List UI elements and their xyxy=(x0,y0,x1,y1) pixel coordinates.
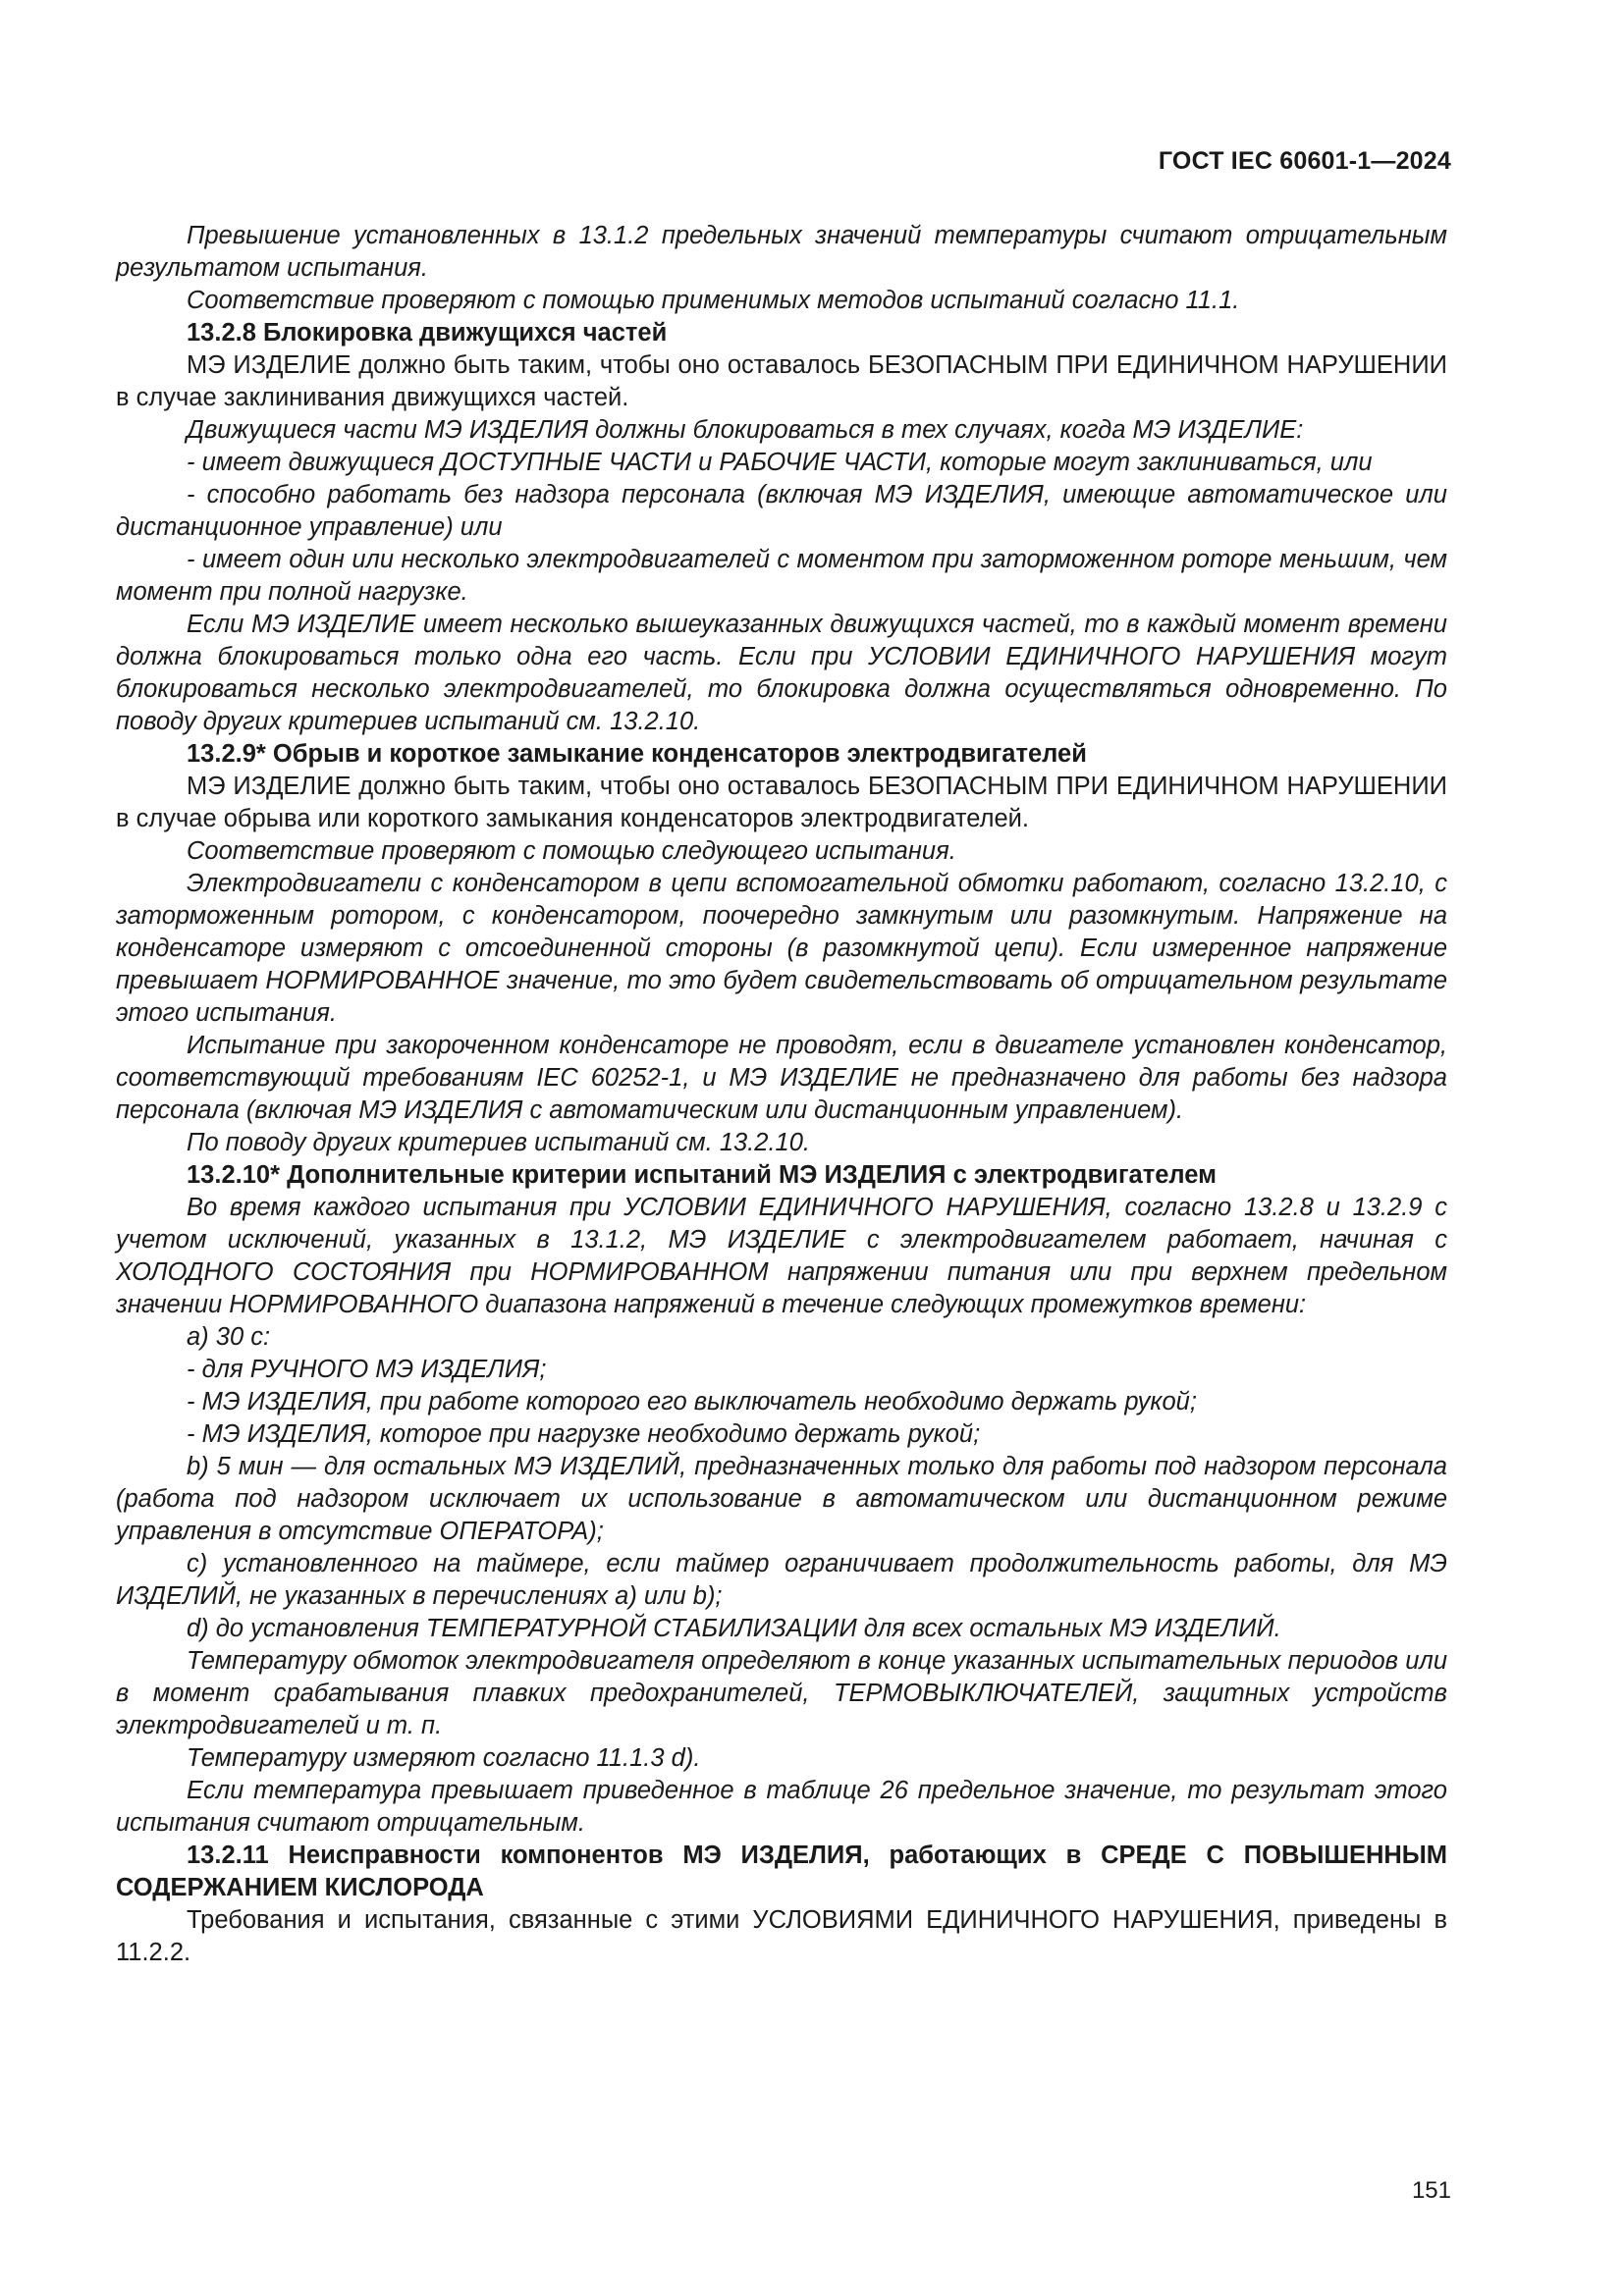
paragraph: Соответствие проверяют с помощью следующего испытания. xyxy=(187,837,956,865)
list-item: b) 5 мин — для остальных МЭ ИЗДЕЛИЙ, предназначенных только для работы под надзором персонала (работа под надзором исключает их использование в автоматическом или дистанционном режиме управления в отсутствие ОПЕРАТОРА); xyxy=(116,1453,1447,1545)
list-item: - способно работать без надзора персонала (включая МЭ ИЗДЕЛИЯ, имеющие автоматическое или дистанционное управление) или xyxy=(116,481,1447,541)
paragraph: Электродвигатели с конденсатором в цепи вспомогательной обмотки работают, согласно 13.2.10, с заторможенным ротором, с конденсатором, поочередно замкнутым или разомкнутым. Напряжение на конденсаторе измеряют с отсоединенной стороны (в разомкнутой цепи). Если измеренное напряжение превышает НОРМИРОВАННОЕ значение, то это будет свидетельствовать об отрицательном результате этого испытания. xyxy=(116,870,1447,1027)
paragraph: Если температура превышает приведенное в таблице 26 предельное значение, то результат этого испытания считают отрицательным. xyxy=(116,1777,1447,1837)
paragraph: Температуру измеряют согласно 11.1.3 d). xyxy=(187,1744,701,1772)
paragraph: МЭ ИЗДЕЛИЕ должно быть таким, чтобы оно оставалось БЕЗОПАСНЫМ ПРИ ЕДИНИЧНОМ НАРУШЕНИИ в случае заклинивания движущихся частей. xyxy=(116,351,1447,411)
document-body xyxy=(116,220,1447,1969)
paragraph: По поводу других критериев испытаний см. 13.2.10. xyxy=(187,1129,810,1156)
list-item: d) до установления ТЕМПЕРАТУРНОЙ СТАБИЛИЗАЦИИ для всех остальных МЭ ИЗДЕЛИЙ. xyxy=(187,1615,1281,1642)
document-header-id: ГОСТ IEC 60601-1—2024 xyxy=(1158,147,1451,175)
list-item: - МЭ ИЗДЕЛИЯ, которое при нагрузке необходимо держать рукой; xyxy=(187,1420,981,1448)
list-item: c) установленного на таймере, если таймер ограничивает продолжительность работы, для МЭ ИЗДЕЛИЙ, не указанных в перечислениях a) или b); xyxy=(116,1550,1447,1610)
paragraph: Превышение установленных в 13.1.2 предельных значений температуры считают отрицательным результатом испытания. xyxy=(116,222,1447,282)
paragraph: МЭ ИЗДЕЛИЕ должно быть таким, чтобы оно оставалось БЕЗОПАСНЫМ ПРИ ЕДИНИЧНОМ НАРУШЕНИИ в случае обрыва или короткого замыкания конденсаторов электродвигателей. xyxy=(116,773,1447,832)
list-item: - имеет один или несколько электродвигателей с моментом при заторможенном роторе меньшим, чем момент при полной нагрузке. xyxy=(116,546,1447,606)
section-heading-13-2-11: 13.2.11 Неисправности компонентов МЭ ИЗДЕЛИЯ, работающих в СРЕДЕ С ПОВЫШЕННЫМ СОДЕРЖАНИЕМ КИСЛОРОДА xyxy=(116,1842,1447,1901)
paragraph: Соответствие проверяют с помощью применимых методов испытаний согласно 11.1. xyxy=(187,287,1240,314)
list-item: - для РУЧНОГО МЭ ИЗДЕЛИЯ; xyxy=(187,1356,547,1383)
paragraph: Требования и испытания, связанные с этими УСЛОВИЯМИ ЕДИНИЧНОГО НАРУШЕНИЯ, приведены в 11.2.2. xyxy=(116,1906,1447,1966)
section-heading-13-2-9: 13.2.9* Обрыв и короткое замыкание конденсаторов электродвигателей xyxy=(187,740,1087,768)
list-item: a) 30 с: xyxy=(187,1323,271,1351)
section-heading-13-2-10: 13.2.10* Дополнительные критерии испытаний МЭ ИЗДЕЛИЯ с электродвигателем xyxy=(187,1161,1217,1189)
list-item: - МЭ ИЗДЕЛИЯ, при работе которого его выключатель необходимо держать рукой; xyxy=(187,1388,1197,1415)
list-item: - имеет движущиеся ДОСТУПНЫЕ ЧАСТИ и РАБОЧИЕ ЧАСТИ, которые могут заклиниваться, или xyxy=(187,449,1373,476)
paragraph: Испытание при закороченном конденсаторе не проводят, если в двигателе установлен конденсатор, соответствующий требованиям IEC 60252-1, и МЭ ИЗДЕЛИЕ не предназначено для работы без надзора персонала (включая МЭ ИЗДЕЛИЯ с автоматическим или дистанционным управлением). xyxy=(116,1032,1447,1124)
page-number: 151 xyxy=(1411,2177,1451,2204)
paragraph: Во время каждого испытания при УСЛОВИИ ЕДИНИЧНОГО НАРУШЕНИЯ, согласно 13.2.8 и 13.2.9 с учетом исключений, указанных в 13.1.2, МЭ ИЗДЕЛИЕ с электродвигателем работает, начиная с ХОЛОДНОГО СОСТОЯНИЯ при НОРМИРОВАННОМ напряжении питания или при верхнем предельном значении НОРМИРОВАННОГО диапазона напряжений в течение следующих промежутков времени: xyxy=(116,1194,1447,1318)
paragraph: Температуру обмоток электродвигателя определяют в конце указанных испытательных периодов или в момент срабатывания плавких предохранителей, ТЕРМОВЫКЛЮЧАТЕЛЕЙ, защитных устройств электродвигателей и т. п. xyxy=(116,1647,1447,1739)
paragraph: Движущиеся части МЭ ИЗДЕЛИЯ должны блокироваться в тех случаях, когда МЭ ИЗДЕЛИЕ: xyxy=(187,416,1304,444)
section-heading-13-2-8: 13.2.8 Блокировка движущихся частей xyxy=(187,319,668,347)
paragraph: Если МЭ ИЗДЕЛИЕ имеет несколько вышеуказанных движущихся частей, то в каждый момент времени должна блокироваться только одна его часть. Если при УСЛОВИИ ЕДИНИЧНОГО НАРУШЕНИЯ могут блокироваться несколько электродвигателей, то блокировка должна осуществляться одновременно. По поводу других критериев испытаний см. 13.2.10. xyxy=(116,611,1447,735)
